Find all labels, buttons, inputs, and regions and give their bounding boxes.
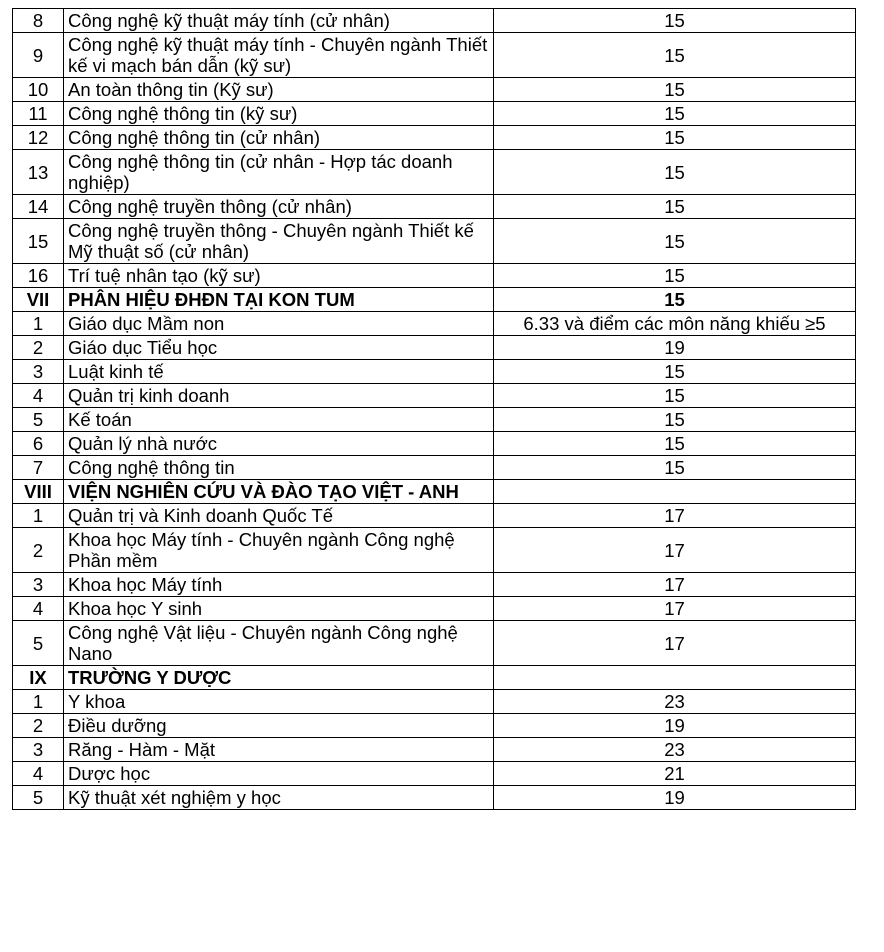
row-number-cell: 1 (13, 504, 64, 528)
score-cell (494, 666, 856, 690)
major-name-cell: Giáo dục Mầm non (64, 312, 494, 336)
major-name-cell: An toàn thông tin (Kỹ sư) (64, 78, 494, 102)
table-row (13, 408, 856, 432)
major-name-cell: Luật kinh tế (64, 360, 494, 384)
major-name-cell: Công nghệ kỹ thuật máy tính - Chuyên ngành Thiết kế vi mạch bán dẫn (kỹ sư) (64, 33, 494, 78)
score-cell: 15 (494, 288, 856, 312)
row-number-cell: 2 (13, 528, 64, 573)
table-row (13, 360, 856, 384)
row-number-cell: 2 (13, 714, 64, 738)
row-number-cell: 4 (13, 597, 64, 621)
score-cell: 6.33 và điểm các môn năng khiếu ≥5 (494, 312, 856, 336)
table-row (13, 126, 856, 150)
major-name-cell: Y khoa (64, 690, 494, 714)
row-number-cell: 10 (13, 78, 64, 102)
row-number-cell: 3 (13, 573, 64, 597)
row-number-cell: VIII (13, 480, 64, 504)
major-name-cell: Công nghệ Vật liệu - Chuyên ngành Công nghệ Nano (64, 621, 494, 666)
major-name-cell: Công nghệ thông tin (64, 456, 494, 480)
score-cell: 19 (494, 786, 856, 810)
table-row (13, 528, 856, 573)
major-name-cell: VIỆN NGHIÊN CỨU VÀ ĐÀO TẠO VIỆT - ANH (64, 480, 494, 504)
score-cell: 15 (494, 102, 856, 126)
table-row (13, 9, 856, 33)
major-name-cell: Công nghệ thông tin (cử nhân - Hợp tác doanh nghiệp) (64, 150, 494, 195)
score-cell: 17 (494, 621, 856, 666)
row-number-cell: 3 (13, 360, 64, 384)
table-row (13, 33, 856, 78)
major-name-cell: Kế toán (64, 408, 494, 432)
row-number-cell: VII (13, 288, 64, 312)
row-number-cell: 4 (13, 762, 64, 786)
table-row (13, 102, 856, 126)
row-number-cell: 7 (13, 456, 64, 480)
major-name-cell: TRƯỜNG Y DƯỢC (64, 666, 494, 690)
major-name-cell: Công nghệ thông tin (cử nhân) (64, 126, 494, 150)
score-cell: 15 (494, 219, 856, 264)
major-name-cell: Răng - Hàm - Mặt (64, 738, 494, 762)
score-cell: 15 (494, 78, 856, 102)
table-row (13, 714, 856, 738)
major-name-cell: Quản lý nhà nước (64, 432, 494, 456)
row-number-cell: 1 (13, 312, 64, 336)
row-number-cell: 14 (13, 195, 64, 219)
row-number-cell: 5 (13, 408, 64, 432)
row-number-cell: 16 (13, 264, 64, 288)
score-cell: 15 (494, 360, 856, 384)
major-name-cell: Dược học (64, 762, 494, 786)
score-cell: 15 (494, 33, 856, 78)
major-name-cell: Công nghệ truyền thông - Chuyên ngành Thiết kế Mỹ thuật số (cử nhân) (64, 219, 494, 264)
table-row (13, 384, 856, 408)
table-body (13, 9, 856, 810)
row-number-cell: 1 (13, 690, 64, 714)
score-cell: 15 (494, 408, 856, 432)
table-row (13, 336, 856, 360)
score-cell: 15 (494, 126, 856, 150)
score-cell: 21 (494, 762, 856, 786)
major-name-cell: PHÂN HIỆU ĐHĐN TẠI KON TUM (64, 288, 494, 312)
table-row (13, 621, 856, 666)
major-name-cell: Quản trị và Kinh doanh Quốc Tế (64, 504, 494, 528)
row-number-cell: 3 (13, 738, 64, 762)
score-cell: 15 (494, 9, 856, 33)
table-row (13, 690, 856, 714)
major-name-cell: Khoa học Máy tính (64, 573, 494, 597)
row-number-cell: 12 (13, 126, 64, 150)
major-name-cell: Khoa học Y sinh (64, 597, 494, 621)
major-name-cell: Công nghệ kỹ thuật máy tính (cử nhân) (64, 9, 494, 33)
row-number-cell: IX (13, 666, 64, 690)
score-cell: 15 (494, 195, 856, 219)
major-name-cell: Công nghệ truyền thông (cử nhân) (64, 195, 494, 219)
score-cell: 15 (494, 150, 856, 195)
score-cell: 17 (494, 597, 856, 621)
table-row (13, 78, 856, 102)
table-row (13, 762, 856, 786)
score-cell: 17 (494, 504, 856, 528)
section-header-row (13, 666, 856, 690)
section-header-row (13, 480, 856, 504)
table-row (13, 504, 856, 528)
row-number-cell: 6 (13, 432, 64, 456)
score-cell: 15 (494, 384, 856, 408)
score-cell: 15 (494, 264, 856, 288)
table-row (13, 219, 856, 264)
major-name-cell: Quản trị kinh doanh (64, 384, 494, 408)
major-name-cell: Kỹ thuật xét nghiệm y học (64, 786, 494, 810)
section-header-row (13, 288, 856, 312)
table-row (13, 312, 856, 336)
row-number-cell: 4 (13, 384, 64, 408)
major-name-cell: Công nghệ thông tin (kỹ sư) (64, 102, 494, 126)
row-number-cell: 13 (13, 150, 64, 195)
major-name-cell: Điều dưỡng (64, 714, 494, 738)
table-row (13, 150, 856, 195)
score-cell: 23 (494, 738, 856, 762)
score-cell: 17 (494, 528, 856, 573)
score-cell (494, 480, 856, 504)
table-row (13, 432, 856, 456)
row-number-cell: 5 (13, 786, 64, 810)
row-number-cell: 11 (13, 102, 64, 126)
row-number-cell: 2 (13, 336, 64, 360)
row-number-cell: 15 (13, 219, 64, 264)
table-row (13, 456, 856, 480)
row-number-cell: 5 (13, 621, 64, 666)
score-cell: 15 (494, 432, 856, 456)
score-cell: 19 (494, 714, 856, 738)
major-name-cell: Trí tuệ nhân tạo (kỹ sư) (64, 264, 494, 288)
score-cell: 23 (494, 690, 856, 714)
table-row (13, 573, 856, 597)
row-number-cell: 9 (13, 33, 64, 78)
score-cell: 17 (494, 573, 856, 597)
table-row (13, 738, 856, 762)
major-name-cell: Giáo dục Tiểu học (64, 336, 494, 360)
score-cell: 19 (494, 336, 856, 360)
major-name-cell: Khoa học Máy tính - Chuyên ngành Công nghệ Phần mềm (64, 528, 494, 573)
score-cell: 15 (494, 456, 856, 480)
admission-score-table (12, 8, 856, 810)
table-row (13, 195, 856, 219)
table-row (13, 264, 856, 288)
table-row (13, 597, 856, 621)
row-number-cell: 8 (13, 9, 64, 33)
table-row (13, 786, 856, 810)
